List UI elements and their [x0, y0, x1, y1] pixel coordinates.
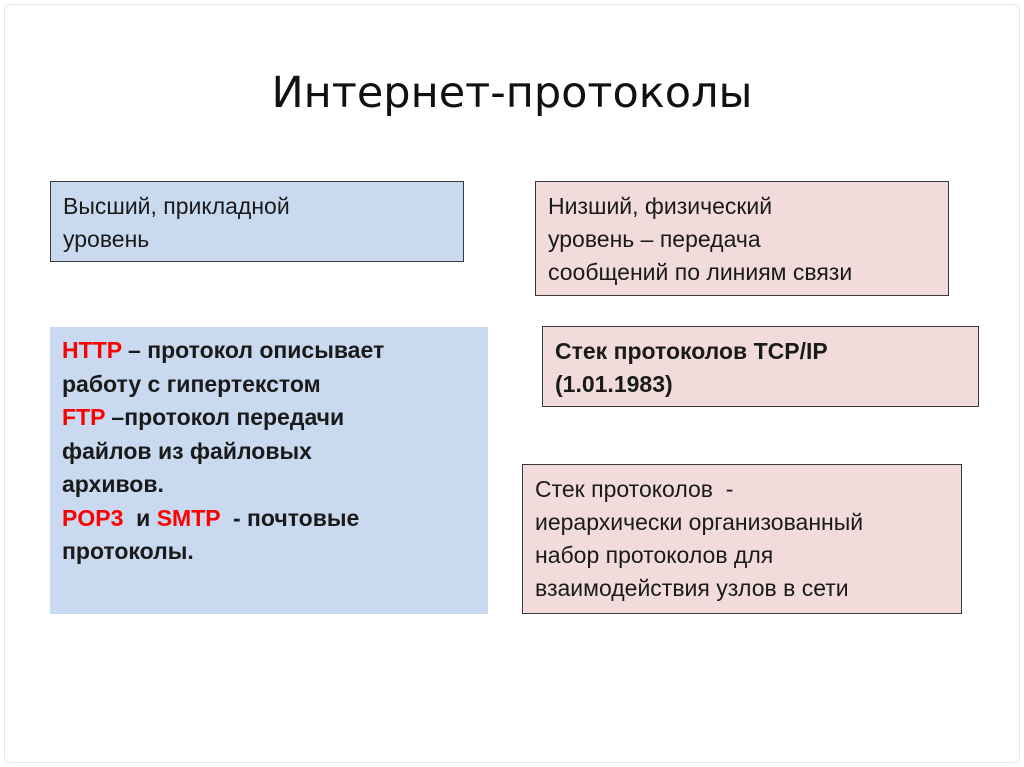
mail-description: - почтовые: [220, 504, 360, 531]
http-label: HTTP: [62, 337, 122, 363]
ftp-description: –протокол передачи: [105, 404, 345, 430]
tcpip-stack-box: [542, 326, 979, 407]
http-line: [62, 334, 476, 368]
physical-level-line-3: сообщений по линиям связи: [548, 259, 853, 285]
mail-description-cont: протоколы.: [62, 538, 194, 564]
physical-level-box: [535, 181, 949, 296]
physical-level-line-1: Низший, физический: [548, 193, 773, 219]
ftp-line: [62, 401, 476, 435]
tcpip-line-1: Стек протоколов TCP/IP: [555, 338, 828, 364]
application-level-line-2: уровень: [63, 226, 150, 252]
smtp-label: SMTP: [156, 504, 221, 531]
stack-definition-line-4: взаимодействия узлов в сети: [535, 575, 849, 601]
application-level-box: [50, 181, 464, 262]
application-protocols-box: [50, 327, 488, 614]
tcpip-line-2: (1.01.1983): [555, 371, 673, 397]
http-description: – протокол описывает: [121, 337, 385, 363]
physical-level-line-2: уровень – передача: [548, 226, 761, 252]
application-level-line-1: Высший, прикладной: [63, 193, 290, 219]
stack-definition-box: [522, 464, 962, 614]
pop3-label: POP3: [62, 504, 124, 531]
stack-definition-line-1: Стек протоколов -: [535, 476, 734, 502]
ftp-label: FTP: [62, 404, 106, 430]
and-text: и: [123, 504, 157, 531]
slide-title: Интернет-протоколы: [271, 68, 753, 118]
mail-line: [62, 502, 476, 536]
ftp-description-cont: файлов из файловых: [62, 437, 312, 464]
stack-definition-line-3: набор протоколов для: [535, 542, 774, 568]
ftp-description-end: архивов.: [62, 471, 164, 497]
http-description-cont: работу с гипертекстом: [62, 370, 321, 397]
stack-definition-line-2: иерархически организованный: [535, 509, 864, 535]
